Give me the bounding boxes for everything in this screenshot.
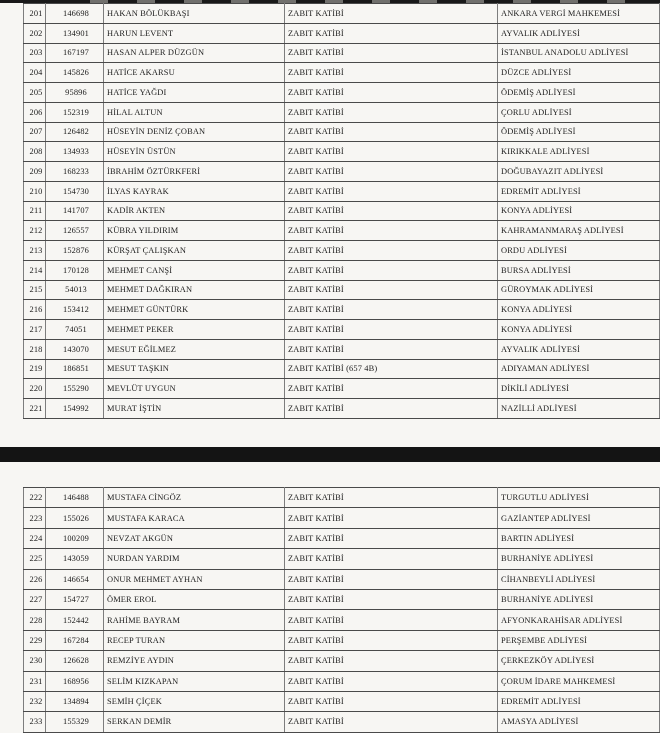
- title-cell: ZABIT KATİBİ: [285, 671, 498, 691]
- registry-no-cell: 154727: [46, 589, 104, 609]
- table-row: [24, 528, 660, 548]
- name-cell: RAHİME BAYRAM: [104, 610, 285, 630]
- assignment-cell: EDREMİT ADLİYESİ: [498, 181, 660, 201]
- name-cell: HASAN ALPER DÜZGÜN: [104, 43, 285, 63]
- title-cell: ZABIT KATİBİ: [285, 589, 498, 609]
- name-cell: ONUR MEHMET AYHAN: [104, 569, 285, 589]
- assignment-cell: ÇORLU ADLİYESİ: [498, 102, 660, 122]
- name-cell: İBRAHİM ÖZTÜRKFERİ: [104, 162, 285, 182]
- row-no-cell: 206: [24, 102, 46, 122]
- registry-no-cell: 126482: [46, 122, 104, 142]
- table-row: [24, 671, 660, 691]
- name-cell: HARUN LEVENT: [104, 23, 285, 43]
- title-cell: ZABIT KATİBİ: [285, 181, 498, 201]
- assignment-cell: TURGUTLU ADLİYESİ: [498, 488, 660, 508]
- title-cell: ZABIT KATİBİ: [285, 260, 498, 280]
- name-cell: MUSTAFA KARACA: [104, 508, 285, 528]
- title-cell: ZABIT KATİBİ: [285, 549, 498, 569]
- table-row: [24, 23, 660, 43]
- registry-no-cell: 152442: [46, 610, 104, 630]
- assignment-cell: ORDU ADLİYESİ: [498, 241, 660, 261]
- row-no-cell: 233: [24, 712, 46, 732]
- name-cell: HÜSEYİN DENİZ ÇOBAN: [104, 122, 285, 142]
- assignment-cell: BURHANİYE ADLİYESİ: [498, 549, 660, 569]
- personnel-table-lower-body: [24, 488, 660, 733]
- registry-no-cell: 146488: [46, 488, 104, 508]
- title-cell: ZABIT KATİBİ: [285, 712, 498, 732]
- registry-no-cell: 141707: [46, 201, 104, 221]
- name-cell: KÜRŞAT ÇALIŞKAN: [104, 241, 285, 261]
- title-cell: ZABIT KATİBİ: [285, 399, 498, 419]
- name-cell: HÜSEYİN ÜSTÜN: [104, 142, 285, 162]
- title-cell: ZABIT KATİBİ: [285, 339, 498, 359]
- title-cell: ZABIT KATİBİ: [285, 4, 498, 24]
- table-row: [24, 630, 660, 650]
- row-no-cell: 209: [24, 162, 46, 182]
- title-cell: ZABIT KATİBİ: [285, 651, 498, 671]
- row-no-cell: 230: [24, 651, 46, 671]
- name-cell: SEMİH ÇİÇEK: [104, 691, 285, 711]
- table-row: [24, 300, 660, 320]
- name-cell: RECEP TURAN: [104, 630, 285, 650]
- title-cell: ZABIT KATİBİ: [285, 691, 498, 711]
- assignment-cell: DOĞUBAYAZIT ADLİYESİ: [498, 162, 660, 182]
- name-cell: HAKAN BÖLÜKBAŞI: [104, 4, 285, 24]
- assignment-cell: ÇORUM İDARE MAHKEMESİ: [498, 671, 660, 691]
- assignment-cell: DÜZCE ADLİYESİ: [498, 63, 660, 83]
- row-no-cell: 227: [24, 589, 46, 609]
- personnel-table-upper: [23, 3, 660, 419]
- title-cell: ZABIT KATİBİ: [285, 43, 498, 63]
- registry-no-cell: 186851: [46, 359, 104, 379]
- assignment-cell: CİHANBEYLİ ADLİYESİ: [498, 569, 660, 589]
- row-no-cell: 208: [24, 142, 46, 162]
- registry-no-cell: 54013: [46, 280, 104, 300]
- assignment-cell: KAHRAMANMARAŞ ADLİYESİ: [498, 221, 660, 241]
- table-row: [24, 162, 660, 182]
- registry-no-cell: 168956: [46, 671, 104, 691]
- registry-no-cell: 146654: [46, 569, 104, 589]
- row-no-cell: 214: [24, 260, 46, 280]
- name-cell: ÖMER EROL: [104, 589, 285, 609]
- assignment-cell: ANKARA VERGİ MAHKEMESİ: [498, 4, 660, 24]
- title-cell: ZABIT KATİBİ: [285, 122, 498, 142]
- row-no-cell: 207: [24, 122, 46, 142]
- registry-no-cell: 134894: [46, 691, 104, 711]
- registry-no-cell: 155026: [46, 508, 104, 528]
- registry-no-cell: 170128: [46, 260, 104, 280]
- table-row: [24, 241, 660, 261]
- registry-no-cell: 154730: [46, 181, 104, 201]
- assignment-cell: GÜROYMAK ADLİYESİ: [498, 280, 660, 300]
- table-row: [24, 488, 660, 508]
- table-row: [24, 549, 660, 569]
- row-no-cell: 219: [24, 359, 46, 379]
- assignment-cell: KONYA ADLİYESİ: [498, 320, 660, 340]
- registry-no-cell: 167284: [46, 630, 104, 650]
- table-row: [24, 508, 660, 528]
- row-no-cell: 224: [24, 528, 46, 548]
- name-cell: MESUT TAŞKIN: [104, 359, 285, 379]
- registry-no-cell: 134933: [46, 142, 104, 162]
- name-cell: REMZİYE AYDIN: [104, 651, 285, 671]
- registry-no-cell: 152319: [46, 102, 104, 122]
- name-cell: MEVLÜT UYGUN: [104, 379, 285, 399]
- assignment-cell: ÖDEMİŞ ADLİYESİ: [498, 122, 660, 142]
- table-row: [24, 569, 660, 589]
- table-row: [24, 142, 660, 162]
- title-cell: ZABIT KATİBİ: [285, 528, 498, 548]
- title-cell: ZABIT KATİBİ: [285, 630, 498, 650]
- row-no-cell: 205: [24, 83, 46, 103]
- title-cell: ZABIT KATİBİ: [285, 201, 498, 221]
- table-row: [24, 610, 660, 630]
- title-cell: ZABIT KATİBİ: [285, 610, 498, 630]
- table-row: [24, 359, 660, 379]
- name-cell: NEVZAT AKGÜN: [104, 528, 285, 548]
- registry-no-cell: 155290: [46, 379, 104, 399]
- registry-no-cell: 126557: [46, 221, 104, 241]
- row-no-cell: 203: [24, 43, 46, 63]
- assignment-cell: AYVALIK ADLİYESİ: [498, 23, 660, 43]
- title-cell: ZABIT KATİBİ: [285, 320, 498, 340]
- name-cell: SELİM KIZKAPAN: [104, 671, 285, 691]
- row-no-cell: 223: [24, 508, 46, 528]
- registry-no-cell: 143070: [46, 339, 104, 359]
- table-row: [24, 43, 660, 63]
- registry-no-cell: 145826: [46, 63, 104, 83]
- assignment-cell: ÖDEMİŞ ADLİYESİ: [498, 83, 660, 103]
- title-cell: ZABIT KATİBİ: [285, 142, 498, 162]
- assignment-cell: KONYA ADLİYESİ: [498, 201, 660, 221]
- table-row: [24, 399, 660, 419]
- table-row: [24, 320, 660, 340]
- table-row: [24, 651, 660, 671]
- row-no-cell: 222: [24, 488, 46, 508]
- registry-no-cell: 167197: [46, 43, 104, 63]
- table-row: [24, 83, 660, 103]
- table-row: [24, 122, 660, 142]
- assignment-cell: AMASYA ADLİYESİ: [498, 712, 660, 732]
- name-cell: HATİCE YAĞDI: [104, 83, 285, 103]
- table-row: [24, 589, 660, 609]
- assignment-cell: KIRIKKALE ADLİYESİ: [498, 142, 660, 162]
- page-break-separator-bar: [0, 447, 660, 462]
- table-row: [24, 280, 660, 300]
- name-cell: MEHMET GÜNTÜRK: [104, 300, 285, 320]
- row-no-cell: 215: [24, 280, 46, 300]
- registry-no-cell: 143059: [46, 549, 104, 569]
- registry-no-cell: 146698: [46, 4, 104, 24]
- title-cell: ZABIT KATİBİ (657 4B): [285, 359, 498, 379]
- registry-no-cell: 134901: [46, 23, 104, 43]
- table-row: [24, 4, 660, 24]
- row-no-cell: 204: [24, 63, 46, 83]
- row-no-cell: 211: [24, 201, 46, 221]
- name-cell: MEHMET PEKER: [104, 320, 285, 340]
- title-cell: ZABIT KATİBİ: [285, 83, 498, 103]
- row-no-cell: 231: [24, 671, 46, 691]
- table-row: [24, 221, 660, 241]
- table-row: [24, 712, 660, 732]
- row-no-cell: 202: [24, 23, 46, 43]
- registry-no-cell: 100209: [46, 528, 104, 548]
- title-cell: ZABIT KATİBİ: [285, 300, 498, 320]
- title-cell: ZABIT KATİBİ: [285, 488, 498, 508]
- registry-no-cell: 168233: [46, 162, 104, 182]
- assignment-cell: ADIYAMAN ADLİYESİ: [498, 359, 660, 379]
- registry-no-cell: 154992: [46, 399, 104, 419]
- row-no-cell: 226: [24, 569, 46, 589]
- table-row: [24, 201, 660, 221]
- personnel-table-lower: [23, 487, 660, 733]
- assignment-cell: AFYONKARAHİSAR ADLİYESİ: [498, 610, 660, 630]
- name-cell: KADİR AKTEN: [104, 201, 285, 221]
- title-cell: ZABIT KATİBİ: [285, 241, 498, 261]
- title-cell: ZABIT KATİBİ: [285, 508, 498, 528]
- registry-no-cell: 155329: [46, 712, 104, 732]
- row-no-cell: 225: [24, 549, 46, 569]
- assignment-cell: GAZİANTEP ADLİYESİ: [498, 508, 660, 528]
- name-cell: İLYAS KAYRAK: [104, 181, 285, 201]
- assignment-cell: AYVALIK ADLİYESİ: [498, 339, 660, 359]
- table-row: [24, 63, 660, 83]
- title-cell: ZABIT KATİBİ: [285, 23, 498, 43]
- registry-no-cell: 152876: [46, 241, 104, 261]
- row-no-cell: 210: [24, 181, 46, 201]
- name-cell: MURAT İŞTİN: [104, 399, 285, 419]
- name-cell: MEHMET CANŞİ: [104, 260, 285, 280]
- row-no-cell: 220: [24, 379, 46, 399]
- assignment-cell: İSTANBUL ANADOLU ADLİYESİ: [498, 43, 660, 63]
- assignment-cell: NAZİLLİ ADLİYESİ: [498, 399, 660, 419]
- name-cell: HATİCE AKARSU: [104, 63, 285, 83]
- name-cell: HİLAL ALTUN: [104, 102, 285, 122]
- assignment-cell: BURHANİYE ADLİYESİ: [498, 589, 660, 609]
- row-no-cell: 201: [24, 4, 46, 24]
- title-cell: ZABIT KATİBİ: [285, 162, 498, 182]
- registry-no-cell: 126628: [46, 651, 104, 671]
- title-cell: ZABIT KATİBİ: [285, 379, 498, 399]
- name-cell: SERKAN DEMİR: [104, 712, 285, 732]
- table-row: [24, 379, 660, 399]
- assignment-cell: PERŞEMBE ADLİYESİ: [498, 630, 660, 650]
- assignment-cell: KONYA ADLİYESİ: [498, 300, 660, 320]
- title-cell: ZABIT KATİBİ: [285, 63, 498, 83]
- row-no-cell: 229: [24, 630, 46, 650]
- row-no-cell: 221: [24, 399, 46, 419]
- row-no-cell: 228: [24, 610, 46, 630]
- table-row: [24, 339, 660, 359]
- name-cell: MUSTAFA CİNGÖZ: [104, 488, 285, 508]
- name-cell: MESUT EĞİLMEZ: [104, 339, 285, 359]
- assignment-cell: BURSA ADLİYESİ: [498, 260, 660, 280]
- registry-no-cell: 74051: [46, 320, 104, 340]
- row-no-cell: 232: [24, 691, 46, 711]
- row-no-cell: 217: [24, 320, 46, 340]
- title-cell: ZABIT KATİBİ: [285, 221, 498, 241]
- name-cell: KÜBRA YILDIRIM: [104, 221, 285, 241]
- row-no-cell: 216: [24, 300, 46, 320]
- name-cell: MEHMET DAĞKIRAN: [104, 280, 285, 300]
- table-row: [24, 691, 660, 711]
- table-row: [24, 260, 660, 280]
- row-no-cell: 218: [24, 339, 46, 359]
- assignment-cell: EDREMİT ADLİYESİ: [498, 691, 660, 711]
- assignment-cell: DİKİLİ ADLİYESİ: [498, 379, 660, 399]
- assignment-cell: ÇERKEZKÖY ADLİYESİ: [498, 651, 660, 671]
- title-cell: ZABIT KATİBİ: [285, 569, 498, 589]
- registry-no-cell: 95896: [46, 83, 104, 103]
- row-no-cell: 212: [24, 221, 46, 241]
- title-cell: ZABIT KATİBİ: [285, 280, 498, 300]
- table-row: [24, 181, 660, 201]
- table-row: [24, 102, 660, 122]
- assignment-cell: BARTIN ADLİYESİ: [498, 528, 660, 548]
- registry-no-cell: 153412: [46, 300, 104, 320]
- title-cell: ZABIT KATİBİ: [285, 102, 498, 122]
- personnel-table-upper-body: [24, 4, 660, 419]
- name-cell: NURDAN YARDIM: [104, 549, 285, 569]
- row-no-cell: 213: [24, 241, 46, 261]
